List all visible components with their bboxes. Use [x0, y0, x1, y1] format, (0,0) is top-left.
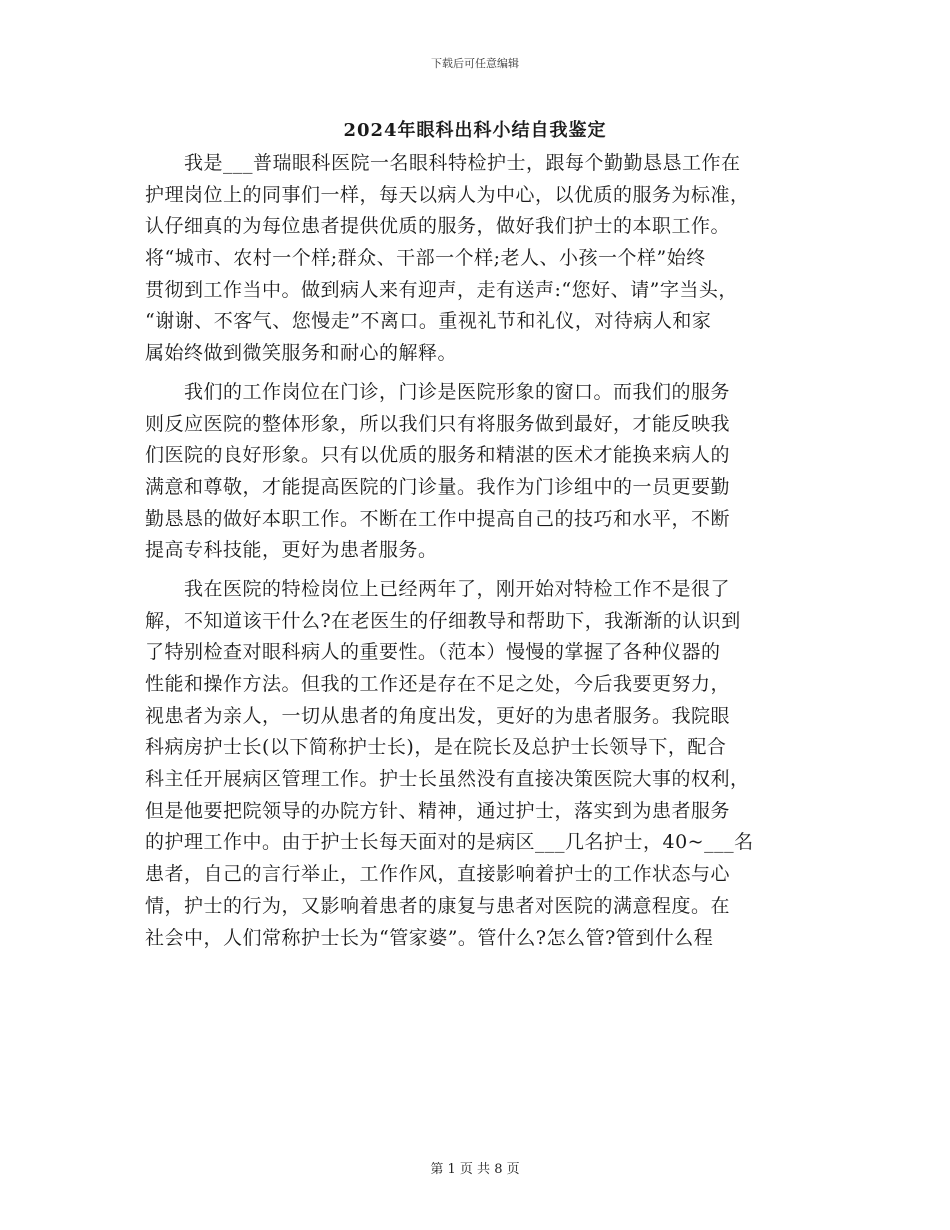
- text-line: 情，护士的行为，又影响着患者的康复与患者对医院的满意程度。在: [145, 894, 731, 917]
- text-line: “谢谢、不客气、您慢走”不离口。重视礼节和礼仪，对待病人和家: [145, 310, 712, 333]
- text-line: 提高专科技能，更好为患者服务。: [145, 539, 438, 562]
- text-line: 属始终做到微笑服务和耐心的解释。: [145, 342, 458, 365]
- text-line: 视患者为亲人，一切从患者的角度出发，更好的为患者服务。我院眼: [145, 704, 731, 727]
- text-line: 但是他要把院领导的办院方针、精神，通过护士，落实到为患者服务: [145, 799, 731, 822]
- text-line: 我们的工作岗位在门诊，门诊是医院形象的窗口。而我们的服务: [145, 380, 731, 403]
- text-line: 则反应医院的整体形象，所以我们只有将服务做到最好，才能反映我: [145, 412, 731, 435]
- text-line: 科主任开展病区管理工作。护士长虽然没有直接决策医院大事的权利，: [145, 768, 750, 791]
- text-line: 社会中，人们常称护士长为“管家婆”。管什么?怎么管?管到什么程: [145, 926, 714, 949]
- document-body: [145, 148, 815, 954]
- paragraph-2: [145, 377, 815, 567]
- text-line: 科病房护士长(以下简称护士长)，是在院长及总护士长领导下，配合: [145, 736, 727, 759]
- text-line: 满意和尊敬，才能提高医院的门诊量。我作为门诊组中的一员更要勤: [145, 475, 731, 498]
- text-line: 认仔细真的为每位患者提供优质的服务，做好我们护士的本职工作。: [145, 215, 731, 238]
- text-line: 我在医院的特检岗位上已经两年了，刚开始对特检工作不是很了: [145, 577, 731, 600]
- text-line: 贯彻到工作当中。做到病人来有迎声，走有送声:“您好、请”字当头，: [145, 278, 738, 301]
- page-footer: 第 1 页 共 8 页: [430, 1162, 520, 1177]
- text-line: 们医院的良好形象。只有以优质的服务和精湛的医术才能换来病人的: [145, 444, 731, 467]
- paragraph-3: [145, 574, 815, 954]
- text-line: 的护理工作中。由于护士长每天面对的是病区___几名护士，40~___名: [145, 831, 754, 854]
- text-line: 性能和操作方法。但我的工作还是存在不足之处，今后我要更努力，: [145, 673, 731, 695]
- text-line: 勤恳恳的做好本职工作。不断在工作中提高自己的技巧和水平，不断: [145, 507, 731, 530]
- document-title: 2024年眼科出科小结自我鉴定: [343, 120, 607, 141]
- text-line: 了特别检查对眼科病人的重要性。（范本）慢慢的掌握了各种仪器的: [145, 641, 721, 664]
- text-line: 解，不知道该干什么?在老医生的仔细教导和帮助下，我渐渐的认识到: [145, 609, 741, 632]
- text-line: 护理岗位上的同事们一样，每天以病人为中心，以优质的服务为标准，: [145, 183, 750, 206]
- text-line: 患者，自己的言行举止，工作作风，直接影响着护士的工作状态与心: [145, 863, 731, 886]
- page-header: 下载后可任意编辑: [431, 57, 519, 70]
- paragraph-1: [145, 148, 815, 370]
- text-line: 我是___普瑞眼科医院一名眼科特检护士，跟每个勤勤恳恳工作在: [145, 152, 741, 174]
- text-line: 将“城市、农村一个样;群众、干部一个样;老人、小孩一个样”始终: [145, 247, 706, 270]
